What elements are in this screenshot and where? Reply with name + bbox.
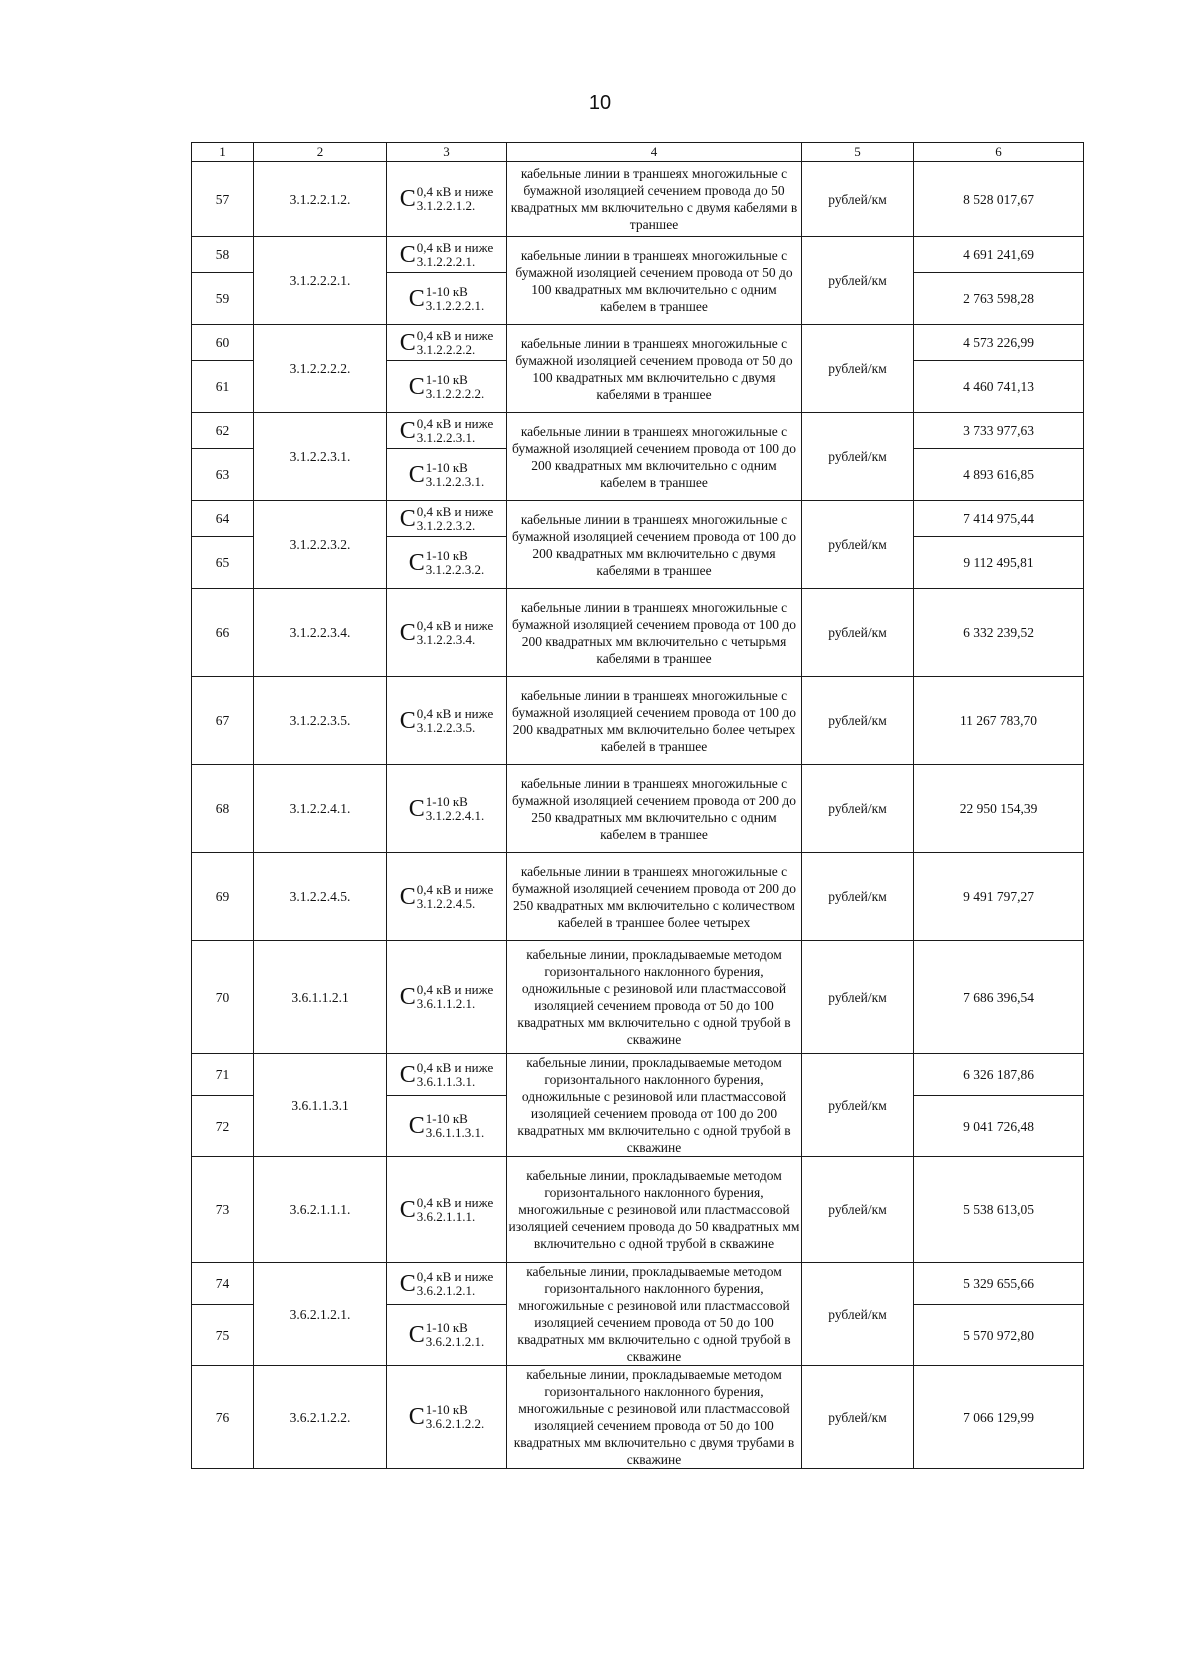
rate-symbol [409,1112,485,1140]
rate-symbol-indices [417,983,493,1011]
voltage-class: 1-10 кВ [425,1402,468,1417]
description-cell: кабельные линии, прокладываемые методом горизонтального наклонного бурения, одножильные с резиновой или пластмассовой изоляцией сечением провода от 100 до 200 квадратных мм включительно с одной трубой в скважине [507,1054,802,1157]
price-cell: 3 733 977,63 [914,413,1084,449]
voltage-class: 1-10 кВ [425,459,468,475]
symbol-cell [387,1157,507,1263]
row-number-cell: 57 [192,162,254,237]
rate-symbol [400,983,493,1011]
description-cell: кабельные линии, прокладываемые методом горизонтального наклонного бурения, многожильные с резиновой или пластмассовой изоляцией сечением провода от 50 до 100 квадратных мм включительно с двумя трубами в скважине [507,1366,802,1469]
header-cell: 3 [387,143,507,162]
voltage-class: 0,4 кВ и ниже [416,881,494,897]
unit-cell: рублей/км [802,941,914,1054]
rate-symbol-letter: C [408,1322,425,1349]
table-row [192,162,1084,237]
voltage-class: 1-10 кВ [425,547,468,563]
rate-symbol-indices [426,795,485,823]
table-row [192,413,1084,449]
description-cell: кабельные линии в траншеях многожильные с бумажной изоляцией сечением провода от 200 до 250 квадратных мм включительно с одним кабелем в траншее [507,765,802,853]
rate-code-subscript: 3.1.2.2.3.1. [425,473,485,489]
rate-code-subscript: 3.6.2.1.2.1. [416,1282,476,1298]
price-cell: 9 491 797,27 [914,853,1084,941]
page-number: 10 [588,92,612,114]
rate-symbol [400,1270,493,1298]
rate-code-subscript: 3.1.2.2.4.1. [425,807,485,823]
row-number-cell: 63 [192,449,254,501]
voltage-class: 0,4 кВ и ниже [416,184,494,199]
tariff-table [191,142,1084,1469]
header-cell: 4 [507,143,802,162]
symbol-cell [387,501,507,537]
row-number-cell: 75 [192,1305,254,1366]
header-cell: 5 [802,143,914,162]
description-cell: кабельные линии в траншеях многожильные с бумажной изоляцией сечением провода от 100 до 200 квадратных мм включительно с четырьмя кабелями в траншее [507,589,802,677]
rate-code-subscript: 3.6.1.1.3.1. [416,1073,476,1089]
code-cell: 3.1.2.2.3.4. [254,589,387,677]
rate-symbol-indices [417,619,493,647]
unit-cell: рублей/км [802,1157,914,1263]
rate-symbol-indices [426,1321,485,1349]
table-row [192,941,1084,1054]
symbol-cell [387,1305,507,1366]
rate-symbol-indices [417,883,493,911]
voltage-class: 0,4 кВ и ниже [416,1268,494,1284]
rate-symbol-letter: C [399,707,416,734]
unit-cell: рублей/км [802,237,914,325]
rate-code-subscript: 3.1.2.2.3.2. [425,561,485,577]
rate-code-subscript: 3.1.2.2.3.1. [416,429,476,445]
header-cell: 6 [914,143,1084,162]
symbol-cell [387,853,507,941]
symbol-cell [387,537,507,589]
table-row [192,1263,1084,1305]
table-row [192,1366,1084,1469]
rate-symbol-letter: C [399,505,416,532]
rate-symbol-indices [426,1403,485,1431]
rate-code-subscript: 3.1.2.2.4.5. [416,895,476,911]
symbol-cell [387,1263,507,1305]
unit-cell: рублей/км [802,677,914,765]
rate-symbol-letter: C [399,984,416,1010]
rate-symbol-indices [417,1196,493,1224]
symbol-cell [387,1366,507,1469]
rate-code-subscript: 3.1.2.2.2.1. [416,253,476,269]
code-cell: 3.1.2.2.1.2. [254,162,387,237]
symbol-cell [387,413,507,449]
rate-symbol-letter: C [399,1270,416,1297]
code-cell: 3.1.2.2.4.1. [254,765,387,853]
voltage-class: 1-10 кВ [425,793,468,809]
rate-symbol-indices [417,505,493,533]
rate-symbol-indices [417,1061,493,1089]
rate-code-subscript: 3.6.2.1.2.2. [425,1416,485,1431]
symbol-cell [387,237,507,273]
description-cell: кабельные линии, прокладываемые методом горизонтального наклонного бурения, одножильные с резиновой или пластмассовой изоляцией сечением провода от 50 до 100 квадратных мм включительно с одной трубой в скважине [507,941,802,1054]
unit-cell: рублей/км [802,325,914,413]
description-cell: кабельные линии в траншеях многожильные с бумажной изоляцией сечением провода от 50 до 100 квадратных мм включительно с одним кабелем в траншее [507,237,802,325]
rate-symbol [400,1196,493,1224]
code-cell: 3.1.2.2.3.1. [254,413,387,501]
rate-symbol [409,373,485,401]
header-cell: 2 [254,143,387,162]
rate-symbol-indices [426,373,485,401]
price-cell: 11 267 783,70 [914,677,1084,765]
rate-symbol-letter: C [408,549,425,576]
unit-cell: рублей/км [802,413,914,501]
symbol-cell [387,589,507,677]
rate-symbol-letter: C [399,1196,416,1223]
symbol-cell [387,1096,507,1157]
row-number-cell: 72 [192,1096,254,1157]
voltage-class: 0,4 кВ и ниже [416,327,494,343]
voltage-class: 0,4 кВ и ниже [416,1059,494,1075]
voltage-class: 0,4 кВ и ниже [416,239,494,255]
price-cell: 7 066 129,99 [914,1366,1084,1469]
rate-symbol [400,1061,493,1089]
description-cell: кабельные линии, прокладываемые методом горизонтального наклонного бурения, многожильные с резиновой или пластмассовой изоляцией сечением провода до 50 квадратных мм включительно с одной трубой в скважине [507,1157,802,1263]
table-row [192,677,1084,765]
header-row [192,143,1084,162]
rate-symbol-letter: C [399,329,416,356]
rate-code-subscript: 3.1.2.2.2.2. [416,341,476,357]
description-cell: кабельные линии в траншеях многожильные с бумажной изоляцией сечением провода до 50 квадратных мм включительно с двумя кабелями в траншее [507,162,802,237]
rate-symbol-letter: C [408,373,425,400]
description-cell: кабельные линии в траншеях многожильные с бумажной изоляцией сечением провода от 100 до 200 квадратных мм включительно с двумя кабелями в траншее [507,501,802,589]
voltage-class: 0,4 кВ и ниже [416,705,494,721]
price-cell: 4 460 741,13 [914,361,1084,413]
symbol-cell [387,273,507,325]
code-cell: 3.6.2.1.2.2. [254,1366,387,1469]
price-cell: 7 686 396,54 [914,941,1084,1054]
rate-code-subscript: 3.1.2.2.3.5. [416,719,476,735]
rate-code-subscript: 3.6.1.1.3.1. [425,1125,485,1141]
symbol-cell [387,765,507,853]
symbol-cell [387,1054,507,1096]
row-number-cell: 62 [192,413,254,449]
rate-symbol-indices [417,1270,493,1298]
unit-cell: рублей/км [802,853,914,941]
price-cell: 4 893 616,85 [914,449,1084,501]
unit-cell: рублей/км [802,589,914,677]
symbol-cell [387,677,507,765]
voltage-class: 1-10 кВ [425,1111,468,1127]
price-cell: 4 573 226,99 [914,325,1084,361]
voltage-class: 1-10 кВ [425,1320,468,1336]
rate-code-subscript: 3.1.2.2.2.1. [425,297,485,313]
row-number-cell: 67 [192,677,254,765]
rate-symbol [400,417,493,445]
row-number-cell: 65 [192,537,254,589]
price-cell: 5 538 613,05 [914,1157,1084,1263]
rate-code-subscript: 3.6.2.1.2.1. [425,1334,485,1350]
code-cell: 3.1.2.2.2.1. [254,237,387,325]
price-cell: 9 041 726,48 [914,1096,1084,1157]
code-cell: 3.6.2.1.2.1. [254,1263,387,1366]
rate-symbol [400,241,493,269]
rate-symbol-indices [417,707,493,735]
description-cell: кабельные линии в траншеях многожильные с бумажной изоляцией сечением провода от 100 до 200 квадратных мм включительно с одним кабелем в траншее [507,413,802,501]
rate-symbol [409,1321,485,1349]
rate-code-subscript: 3.1.2.2.3.4. [416,631,476,647]
table-row [192,501,1084,537]
description-cell: кабельные линии в траншеях многожильные с бумажной изоляцией сечением провода от 100 до 200 квадратных мм включительно более четырех кабелей в траншее [507,677,802,765]
price-cell: 5 329 655,66 [914,1263,1084,1305]
price-cell: 9 112 495,81 [914,537,1084,589]
unit-cell: рублей/км [802,765,914,853]
price-cell: 7 414 975,44 [914,501,1084,537]
rate-symbol-letter: C [408,285,425,312]
table-row [192,589,1084,677]
table-row [192,237,1084,273]
price-cell: 8 528 017,67 [914,162,1084,237]
row-number-cell: 58 [192,237,254,273]
unit-cell: рублей/км [802,1366,914,1469]
rate-symbol-letter: C [408,1113,425,1140]
rate-symbol [400,505,493,533]
rate-symbol [400,329,493,357]
price-cell: 4 691 241,69 [914,237,1084,273]
row-number-cell: 66 [192,589,254,677]
rate-symbol-indices [426,549,485,577]
rate-symbol-letter: C [408,461,425,488]
table-row [192,765,1084,853]
row-number-cell: 76 [192,1366,254,1469]
row-number-cell: 74 [192,1263,254,1305]
price-cell: 2 763 598,28 [914,273,1084,325]
row-number-cell: 64 [192,501,254,537]
row-number-cell: 73 [192,1157,254,1263]
voltage-class: 0,4 кВ и ниже [416,503,494,519]
description-cell: кабельные линии в траншеях многожильные с бумажной изоляцией сечением провода от 200 до 250 квадратных мм включительно с количеством кабелей в траншее более четырех [507,853,802,941]
rate-symbol [409,795,485,823]
unit-cell: рублей/км [802,1263,914,1366]
rate-symbol [400,185,493,213]
rate-symbol [400,883,493,911]
rate-symbol-letter: C [408,795,425,822]
header-cell: 1 [192,143,254,162]
code-cell: 3.6.1.1.2.1 [254,941,387,1054]
symbol-cell [387,449,507,501]
rate-symbol [409,285,485,313]
symbol-cell [387,325,507,361]
price-cell: 5 570 972,80 [914,1305,1084,1366]
row-number-cell: 69 [192,853,254,941]
rate-symbol-indices [417,417,493,445]
rate-symbol [409,1403,485,1431]
table-row [192,1054,1084,1096]
rate-symbol [400,619,493,647]
row-number-cell: 60 [192,325,254,361]
rate-code-subscript: 3.6.2.1.1.1. [416,1208,476,1224]
rate-code-subscript: 3.1.2.2.1.2. [416,198,476,213]
voltage-class: 1-10 кВ [425,371,468,387]
rate-code-subscript: 3.1.2.2.3.2. [416,517,476,533]
rate-symbol-letter: C [399,186,416,212]
row-number-cell: 61 [192,361,254,413]
row-number-cell: 68 [192,765,254,853]
rate-symbol-indices [426,461,485,489]
rate-symbol-indices [417,329,493,357]
rate-symbol-letter: C [399,883,416,910]
price-cell: 6 332 239,52 [914,589,1084,677]
rate-symbol-letter: C [408,1404,425,1430]
row-number-cell: 70 [192,941,254,1054]
price-cell: 6 326 187,86 [914,1054,1084,1096]
rate-symbol-indices [426,285,485,313]
symbol-cell [387,361,507,413]
table-row [192,325,1084,361]
voltage-class: 0,4 кВ и ниже [416,982,494,997]
voltage-class: 0,4 кВ и ниже [416,617,494,633]
code-cell: 3.1.2.2.4.5. [254,853,387,941]
symbol-cell [387,941,507,1054]
rate-symbol-letter: C [399,1061,416,1088]
code-cell: 3.1.2.2.3.2. [254,501,387,589]
rate-symbol-letter: C [399,241,416,268]
unit-cell: рублей/км [802,162,914,237]
table-row [192,853,1084,941]
rate-symbol-indices [426,1112,485,1140]
rate-code-subscript: 3.6.1.1.2.1. [416,996,476,1011]
voltage-class: 1-10 кВ [425,283,468,299]
unit-cell: рублей/км [802,1054,914,1157]
rate-symbol-letter: C [399,417,416,444]
rate-symbol [409,549,485,577]
table-row [192,1157,1084,1263]
unit-cell: рублей/км [802,501,914,589]
rate-symbol-indices [417,241,493,269]
rate-symbol [400,707,493,735]
rate-symbol-letter: C [399,619,416,646]
voltage-class: 0,4 кВ и ниже [416,415,494,431]
rate-symbol [409,461,485,489]
row-number-cell: 59 [192,273,254,325]
description-cell: кабельные линии, прокладываемые методом горизонтального наклонного бурения, многожильные с резиновой или пластмассовой изоляцией сечением провода от 50 до 100 квадратных мм включительно с одной трубой в скважине [507,1263,802,1366]
rate-symbol-indices [417,185,493,213]
code-cell: 3.1.2.2.2.2. [254,325,387,413]
description-cell: кабельные линии в траншеях многожильные с бумажной изоляцией сечением провода от 50 до 100 квадратных мм включительно с двумя кабелями в траншее [507,325,802,413]
code-cell: 3.6.2.1.1.1. [254,1157,387,1263]
code-cell: 3.1.2.2.3.5. [254,677,387,765]
voltage-class: 0,4 кВ и ниже [416,1194,494,1210]
code-cell: 3.6.1.1.3.1 [254,1054,387,1157]
rate-code-subscript: 3.1.2.2.2.2. [425,385,485,401]
row-number-cell: 71 [192,1054,254,1096]
symbol-cell [387,162,507,237]
price-cell: 22 950 154,39 [914,765,1084,853]
